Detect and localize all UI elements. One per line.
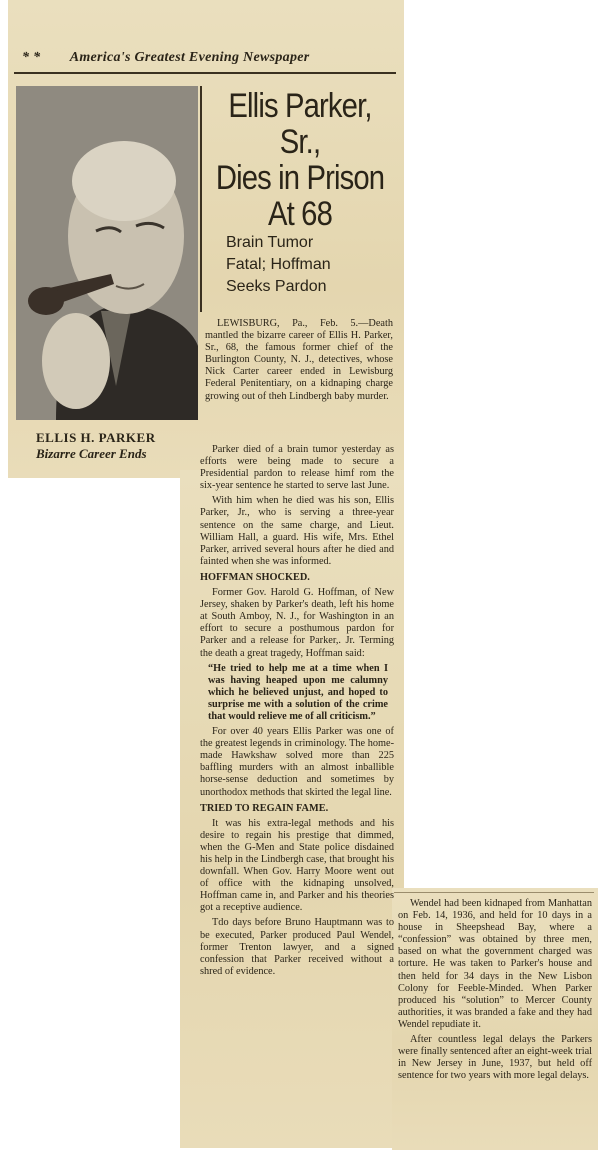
article-paragraph: For over 40 years Ellis Parker was one of the greatest legends in criminology. The home-made Hawkshaw solved more than 225 baffling murders with an almost inballible horse-sense deduction and sometimes by unorthodox methods that skirted the legal line. [200,726,394,798]
article-paragraph: Former Gov. Harold G. Hoffman, of New Jersey, shaken by Parker's death, left his home at South Amboy, N. J., for Washington in an effort to secure a posthumous pardon for Parker and a release for Parker,. Jr. Terming the death a great tragedy, Hoffman said: [200,587,394,659]
article-paragraph: With him when he died was his son, Ellis Parker, Jr., who is serving a three-year sentence on the same charge, and Lieut. William Hall, a guard. His wife, Mrs. Ethel Parker, arrived several hours after he died and fainted when she was informed. [200,495,394,567]
article-column-middle [200,444,394,981]
article-paragraph: After countless legal delays the Parkers were finally sentenced after an eight-week trial in New Jersey in June, 1937, but held off sentence for two years with more legal delays. [398,1034,592,1082]
masthead-stars: * * [22,50,41,65]
headline [214,88,386,232]
article-paragraph: Tdo days before Bruno Hauptmann was to be executed, Parker produced Paul Wendel, former Trenton lawyer, and a signed confession that Parker received without a shred of evidence. [200,917,394,977]
article-paragraph: It was his extra-legal methods and his desire to regain his prestige that dimmed, when the G-Men and State police disdained his help in the Lindbergh case, that brought his downfall. When Gov. Harry Moore went out of office with the kidnaping unsolved, Hoffman came in, and Parker and his theories got a receptive audience. [200,817,394,914]
headline-line-2: Dies in Prison [215,159,385,197]
pull-quote: “He tried to help me at a time when I was having heaped upon me calumny which he believed unjust, and hoped to surprise me with a solution of the crime that would relieve me of all criticism.” [208,662,388,722]
section-heading: TRIED TO REGAIN FAME. [200,802,329,814]
headline-line-1: Ellis Parker, Sr., [228,87,372,161]
portrait-photo [16,86,198,420]
subhead-line-2: Fatal; Hoffman [226,256,331,273]
masthead-title: America's Greatest Evening Newspaper [69,50,310,65]
subhead-line-3: Seeks Pardon [226,278,327,295]
article-paragraph: Wendel had been kidnaped from Manhattan on Feb. 14, 1936, and held for 10 days in a house in Sheepshead Bay, where a “confession” was obtained by three men, based on what the government charged was torture. He was taken to Parker's house and then held for 34 days in the New Lisbon Colony for Feeble-Minded. When Parker produced his “solution” to Mercer County authorities, it was branded a fake and they had Wendel repudiate it. [398,898,592,1030]
photo-caption-subtitle: Bizarre Career Ends [36,446,147,461]
column-top-edge [394,892,594,893]
subhead-line-1: Brain Tumor [226,234,314,251]
article-paragraph: Parker died of a brain tumor yesterday as efforts were being made to secure a Presidential pardon to release himf rom the six-year sentence he started to serve last June. [200,444,394,492]
portrait-illustration [16,86,198,420]
subheadline [226,232,396,298]
masthead-rule [14,72,396,74]
headline-line-3: At 68 [268,195,332,233]
article-column-right [398,898,592,1085]
article-column-upper [205,318,393,406]
masthead [22,50,394,66]
photo-caption-name: ELLIS H. PARKER [36,430,156,445]
headline-divider [200,86,202,312]
article-paragraph: LEWISBURG, Pa., Feb. 5.—Death mantled the bizarre career of Ellis H. Parker, Sr., 68, the famous former chief of the Burlington County, N. J., detectives, whose Nick Carter career ended in Lewisburg Federal Penitentiary, on a kidnaping charge growing out of theh Lindbergh baby murder. [205,318,393,402]
section-heading: HOFFMAN SHOCKED. [200,571,310,583]
